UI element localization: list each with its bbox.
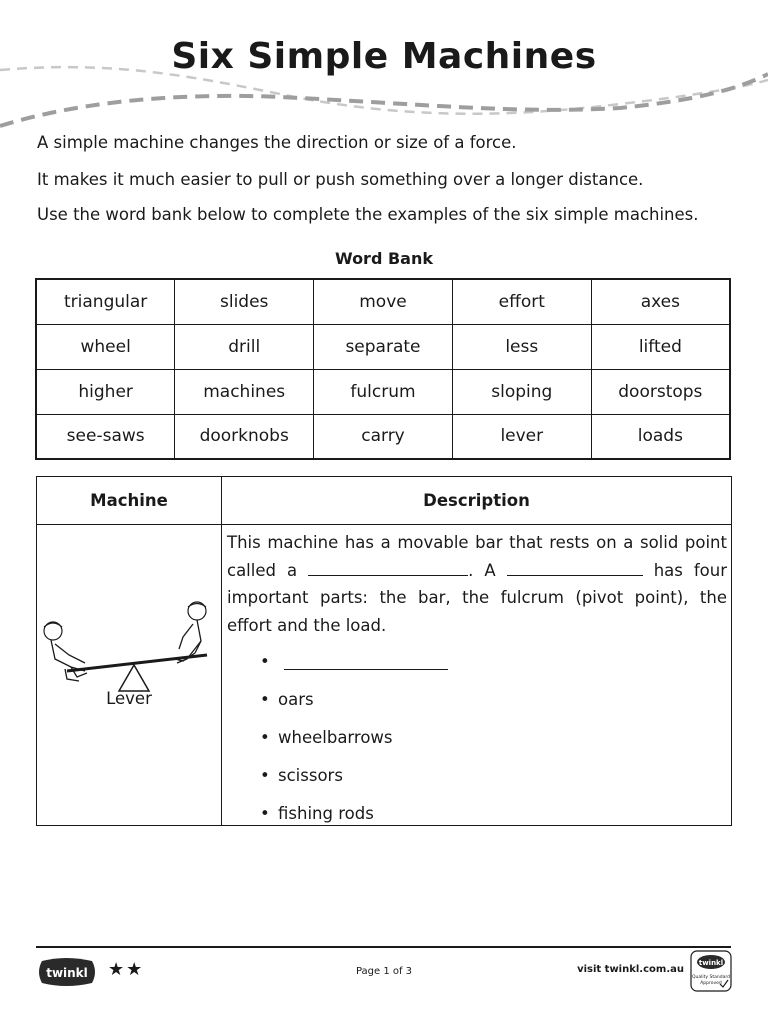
- machine-column-header: Machine: [37, 477, 222, 525]
- word-bank-cell: see-saws: [36, 414, 175, 459]
- word-bank-row: [36, 279, 730, 324]
- list-item: • fishing rods: [260, 804, 374, 823]
- example-label: scissors: [278, 766, 343, 785]
- word-bank-cell: loads: [591, 414, 730, 459]
- intro-line-1: A simple machine changes the direction or size of a force.: [37, 133, 517, 152]
- word-bank-cell: sloping: [452, 369, 591, 414]
- page-title: Six Simple Machines: [171, 36, 597, 77]
- badge-logo-text: twinkl: [698, 959, 724, 967]
- lever-examples-list: [260, 643, 448, 833]
- list-item: •: [260, 643, 448, 681]
- word-bank-table: [35, 278, 731, 460]
- word-bank-cell: move: [314, 279, 453, 324]
- lever-row: [37, 525, 732, 826]
- answer-blank[interactable]: [507, 560, 643, 576]
- intro-line-3: Use the word bank below to complete the examples of the six simple machines.: [37, 205, 699, 224]
- word-bank-cell: carry: [314, 414, 453, 459]
- word-bank-cell: triangular: [36, 279, 175, 324]
- word-bank-row: [36, 324, 730, 369]
- word-bank-cell: lever: [452, 414, 591, 459]
- footer-divider: [36, 946, 731, 948]
- website-link[interactable]: visit twinkl.com.au: [577, 964, 684, 975]
- description-part-3: has four important parts: the bar, the fulcrum (pivot point), the effort and the load.: [227, 560, 728, 635]
- word-bank-row: [36, 414, 730, 459]
- star-icon: ★: [126, 959, 145, 980]
- example-label: wheelbarrows: [278, 728, 393, 747]
- word-bank-cell: fulcrum: [314, 369, 453, 414]
- description-part-2: . A: [468, 560, 496, 580]
- lever-label: Lever: [106, 689, 152, 708]
- badge-line: Approved: [700, 981, 722, 986]
- logo-text: twinkl: [46, 966, 88, 980]
- intro-line-2: It makes it much easier to pull or push something over a longer distance.: [37, 170, 644, 189]
- example-label: fishing rods: [278, 804, 374, 823]
- word-bank-cell: wheel: [36, 324, 175, 369]
- star-icon: ★: [108, 959, 127, 980]
- quality-approved-badge: [690, 950, 732, 992]
- example-label: oars: [278, 690, 314, 709]
- decorative-wave-lines: [0, 58, 768, 138]
- word-bank-cell: higher: [36, 369, 175, 414]
- word-bank-cell: drill: [175, 324, 314, 369]
- list-item: • wheelbarrows: [260, 728, 393, 747]
- word-bank-cell: separate: [314, 324, 453, 369]
- word-bank-cell: doorknobs: [175, 414, 314, 459]
- word-bank-cell: doorstops: [591, 369, 730, 414]
- badge-line: Quality Standard: [692, 975, 730, 980]
- answer-blank[interactable]: [308, 560, 468, 576]
- machine-cell: [37, 525, 222, 826]
- machine-table: [36, 476, 732, 826]
- list-item: • scissors: [260, 766, 343, 785]
- word-bank-cell: machines: [175, 369, 314, 414]
- word-bank-cell: less: [452, 324, 591, 369]
- description-part-1: This machine has a movable bar that rests on a solid point called a: [227, 533, 727, 580]
- word-bank-cell: axes: [591, 279, 730, 324]
- description-column-header: Description: [222, 477, 732, 525]
- description-cell: [222, 525, 732, 826]
- word-bank-cell: slides: [175, 279, 314, 324]
- list-item: • oars: [260, 690, 314, 709]
- lever-description: [227, 529, 727, 639]
- page-number: Page 1 of 3: [355, 966, 413, 977]
- word-bank-cell: lifted: [591, 324, 730, 369]
- answer-blank[interactable]: [284, 656, 448, 670]
- word-bank-cell: effort: [452, 279, 591, 324]
- word-bank-heading: Word Bank: [334, 249, 433, 268]
- word-bank-row: [36, 369, 730, 414]
